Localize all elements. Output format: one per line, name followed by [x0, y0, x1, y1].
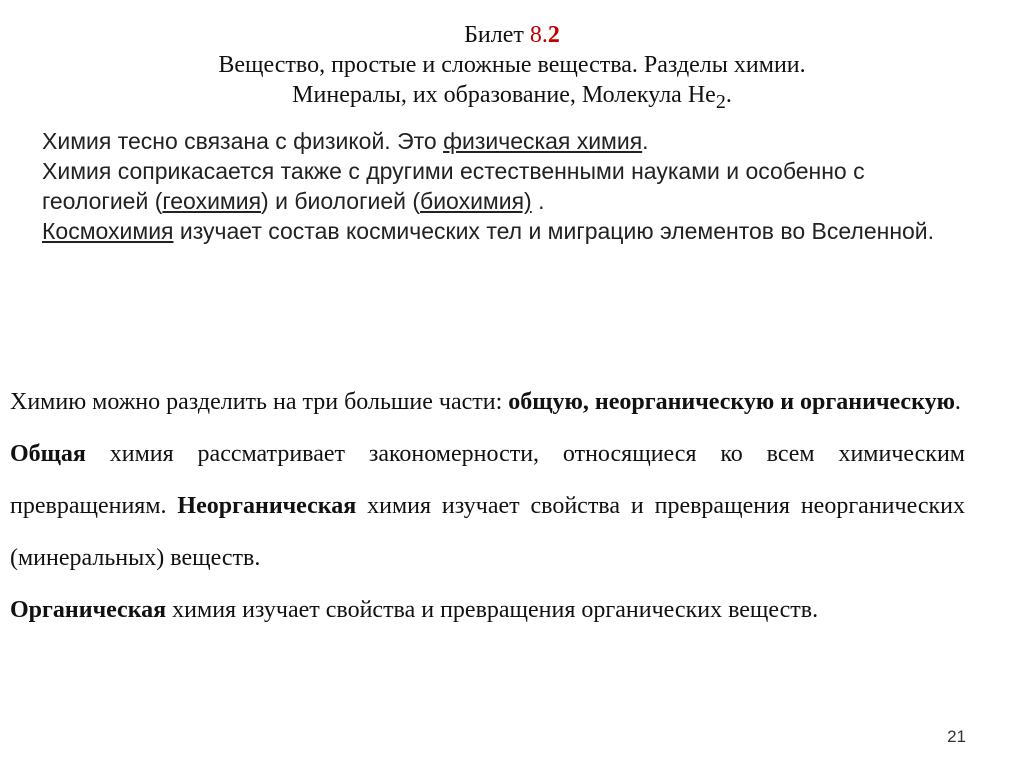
intro-sentence-1: [42, 126, 962, 156]
term-organic: Органическая: [10, 597, 167, 623]
ticket-word: Билет: [464, 22, 524, 48]
body-paragraph-2: [10, 428, 965, 584]
link-cosmochemistry[interactable]: Космохимия: [42, 218, 174, 244]
intro-sentence-3: [42, 216, 962, 246]
body-text: [10, 376, 965, 636]
header-line-2: Вещество, простые и сложные вещества. Разделы химии.: [218, 52, 806, 78]
ticket-title: [0, 20, 1024, 50]
intro-s1-text: Химия тесно связана с физикой. Это: [42, 128, 444, 154]
page-number: 21: [947, 727, 966, 746]
body-paragraph-3: [10, 584, 965, 636]
intro-s2-text: Химия соприкасается также с другими естественными науками и особенно с геологией (: [42, 158, 865, 214]
header-line-3: [0, 80, 1024, 117]
header-line-3-text: Минералы, их образование, Молекула He: [292, 82, 716, 108]
p3-text: химия изучает свойства и превращения органических веществ.: [166, 597, 819, 623]
p2-text-1: химия рассматривает закономерности, относящиеся ко всем химическим превращениям.: [10, 441, 965, 519]
he2-subscript: 2: [715, 90, 726, 113]
term-inorganic: Неорганическая: [177, 493, 357, 519]
slide-header: [0, 20, 1024, 117]
intro-s2-end: .: [531, 188, 545, 214]
intro-sentence-2: [42, 156, 962, 216]
intro-s1-end: .: [642, 128, 649, 154]
link-geochemistry[interactable]: геохимия: [162, 188, 262, 214]
term-general: Общая: [10, 441, 86, 467]
p1-end: .: [954, 389, 961, 415]
header-line-3-end: .: [725, 82, 732, 108]
intro-paragraph: [42, 126, 962, 246]
p2-text-2: химия изучает свойства и превращения неорганических (минеральных) веществ.: [10, 493, 965, 571]
p1-bold: общую, неорганическую и органическую: [508, 389, 955, 415]
link-physical-chemistry[interactable]: физическая химия: [443, 128, 643, 154]
link-biochemistry[interactable]: биохимия): [420, 188, 532, 214]
p1-text: Химию можно разделить на три большие части:: [10, 389, 509, 415]
body-paragraph-1: [10, 376, 965, 428]
intro-s3-text: изучает состав космических тел и миграцию элементов во Вселенной.: [173, 218, 935, 244]
intro-s2-mid: ) и биологией (: [261, 188, 421, 214]
ticket-number-major: 8.: [529, 22, 548, 48]
ticket-number-minor: 2: [547, 22, 560, 48]
ticket-number: [530, 22, 560, 48]
